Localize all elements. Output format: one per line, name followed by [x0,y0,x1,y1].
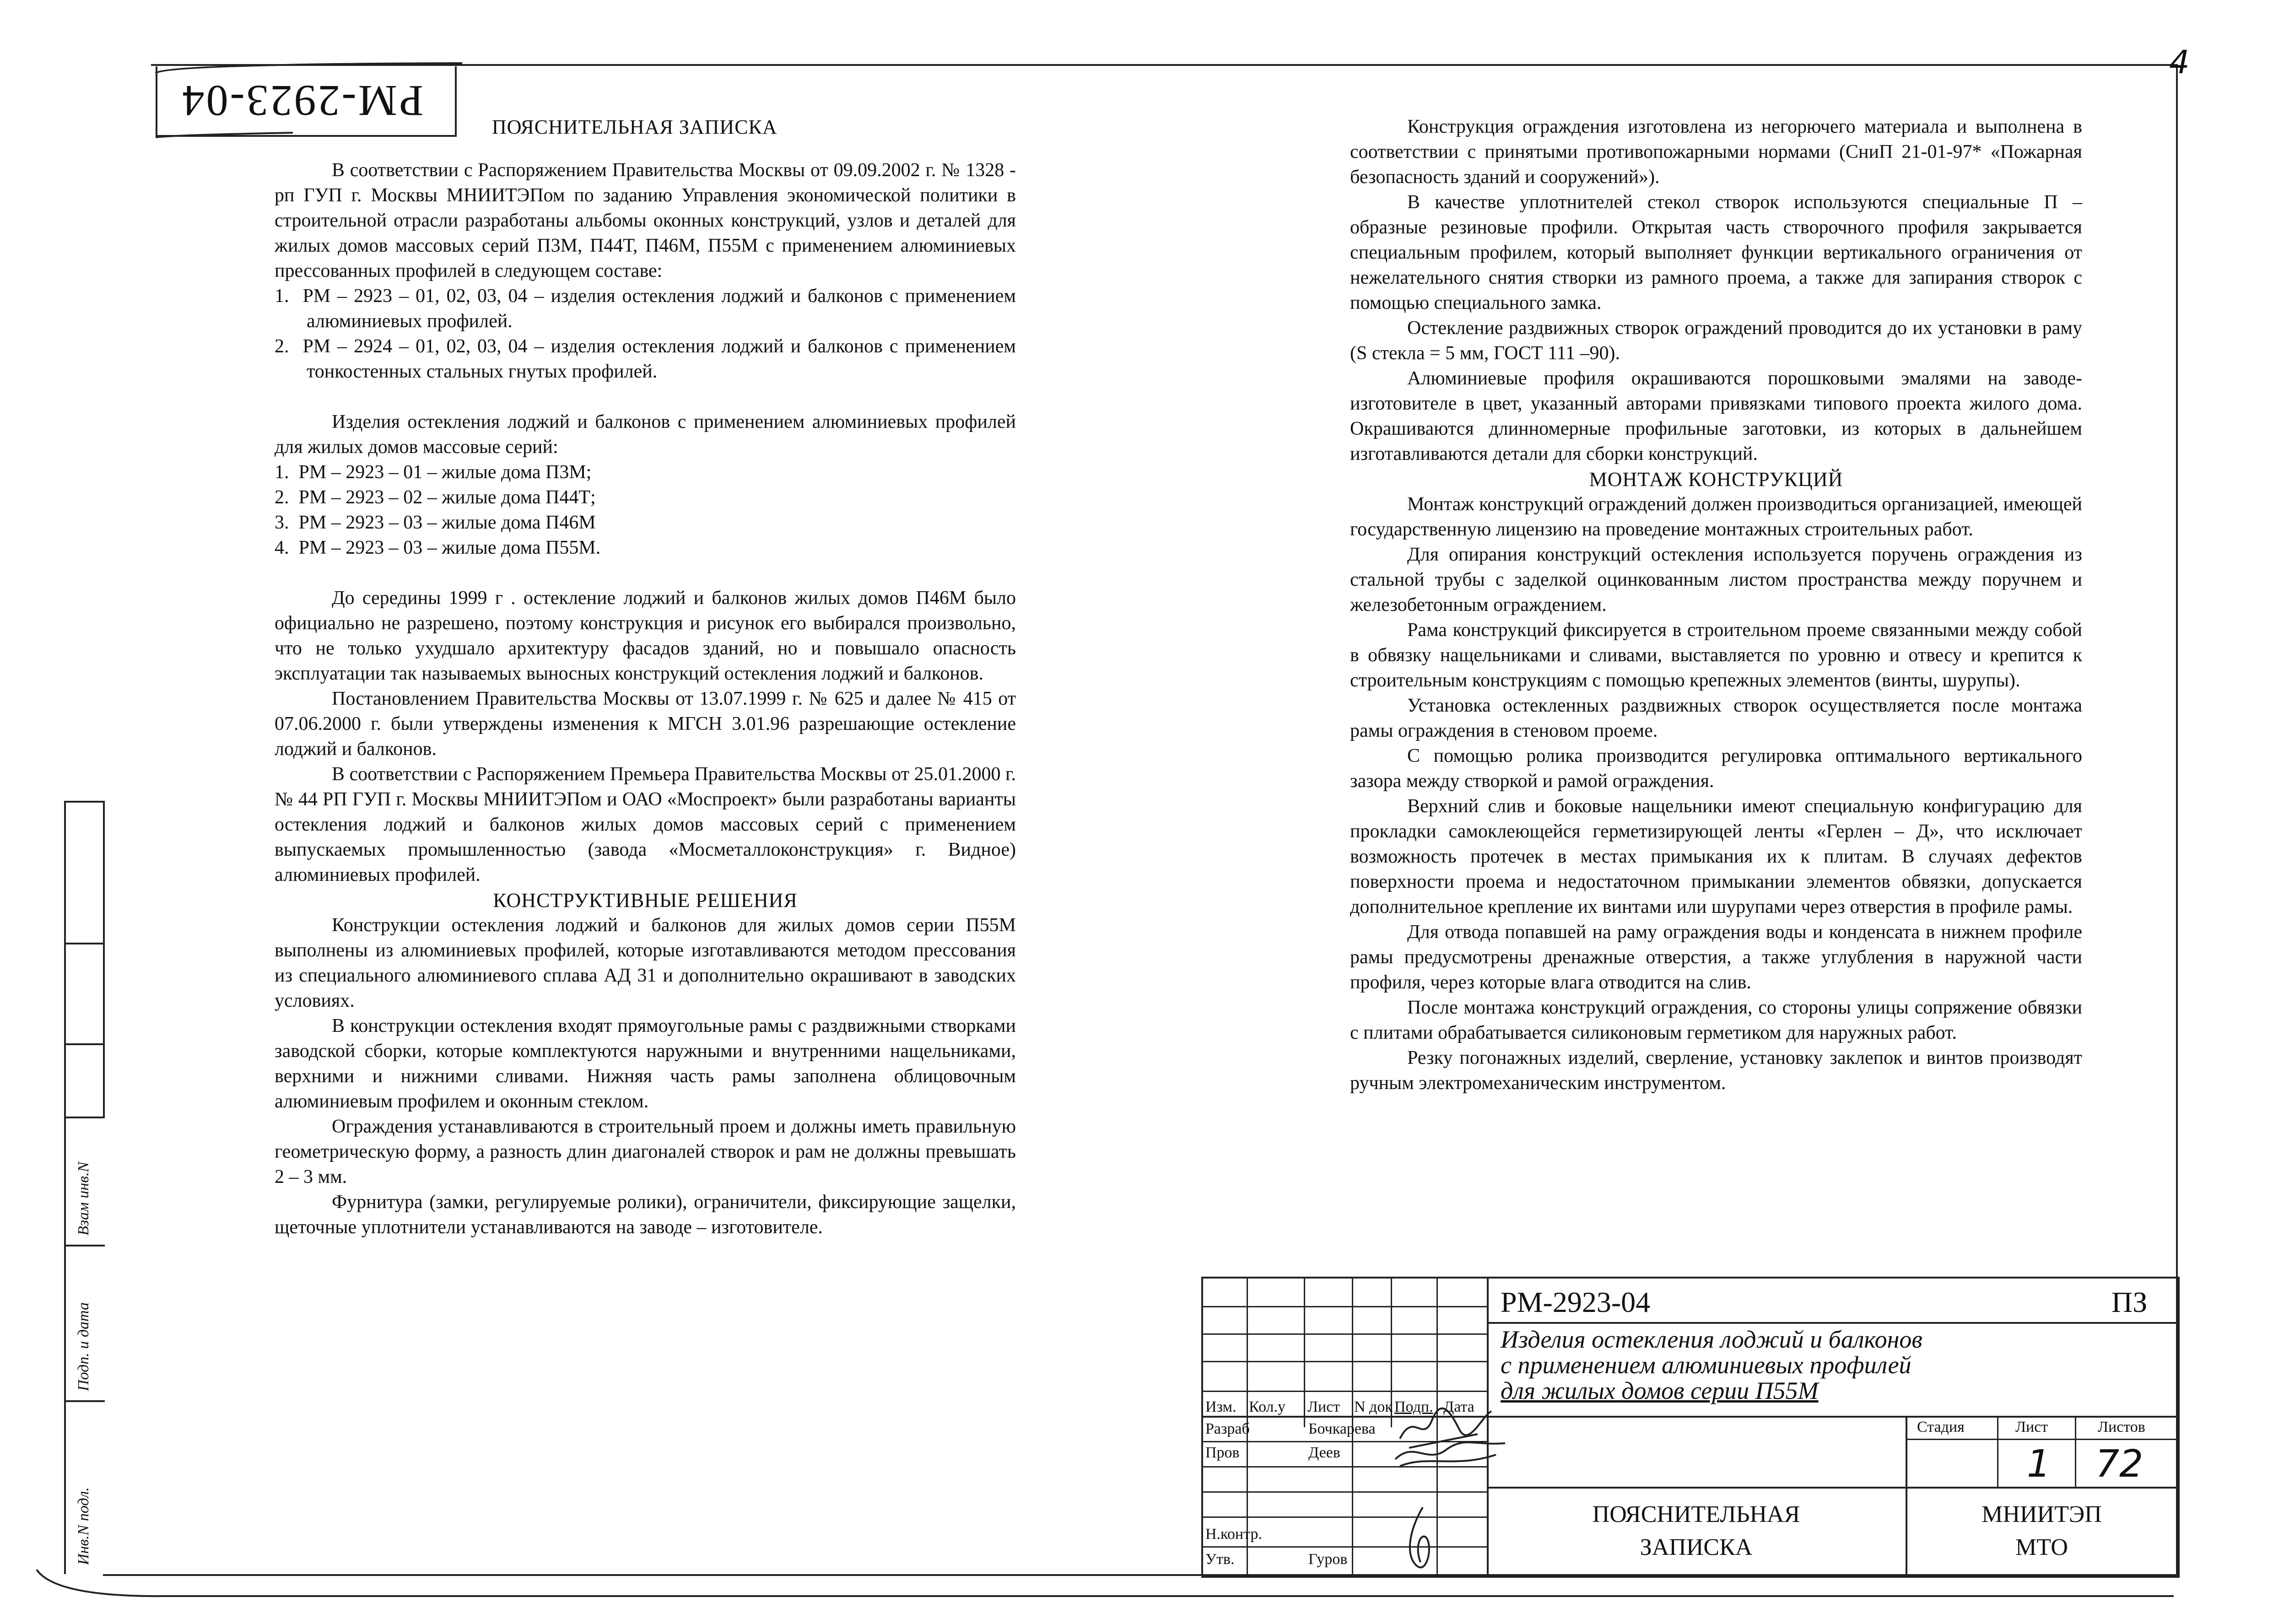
paragraph: Постановлением Правительства Москвы от 13.07.1999 г. № 625 и далее № 415 от 07.06.2000 г. были утверждены изменения к МГСН 3.01.96 разрешающие остекление лоджий и балконов. [275,688,1016,760]
paragraph: Фурнитура (замки, регулируемые ролики), ограничители, фиксирующие защелки, щеточные уплотнители устанавливаются на заводе – изготовителе. [275,1192,1016,1238]
strip-divider [66,1245,105,1246]
role-label: Разраб [1205,1420,1250,1437]
strip-upper-line [64,801,66,1117]
section-title-line: ЗАПИСКА [1640,1534,1753,1560]
intro-paragraph: В соответствии с Распоряжением Правительства Москвы от 09.09.2002 г. № 1328 - рп ГУП г. Москвы МНИИТЭПом по заданию Управления экономической политики в строительной отрасли разработаны альбомы оконных конструкций, узлов и деталей для жилых домов массовых серий П3М, П44Т, П46М, П55М с применением алюминиевых прессованных профилей в следующем составе: [275,160,1016,281]
section-title-line: ПОЯСНИТЕЛЬНАЯ [1592,1501,1800,1527]
section-title [1487,1498,1906,1564]
role-label: Утв. [1205,1551,1235,1568]
col-header: N док [1354,1398,1393,1415]
strip-upper-line [103,801,105,1117]
organization-line: МНИИТЭП [1982,1501,2102,1527]
paragraph: Алюминиевые профиля окрашиваются порошковыми эмалями на заводе-изготовителе в цвет, указанный авторами привязками типового проекта жилого дома. Окрашиваются длинномерные профильные заготовки, из которых в дальнейшем изготавливаются детали для сборки конструкций. [1350,368,2082,464]
title-line: Изделия остекления лоджий и балконов [1501,1326,1922,1353]
section-heading-constructive: КОНСТРУКТИВНЫЕ РЕШЕНИЯ [493,889,798,912]
paragraph: Монтаж конструкций ограждений должен производиться организацией, имеющей государственную лицензию на проведение монтажных строительных работ. [1350,494,2082,540]
strip-divider [64,1043,103,1045]
corner-page-number: 4 [2169,43,2190,81]
list2-item: 1. РМ – 2923 – 01 – жилые дома П3М; [275,462,592,483]
role-name: Бочкарева [1308,1420,1376,1437]
paragraph: Верхний слив и боковые нащельники имеют специальную конфигурацию для прокладки самоклеющейся герметизирующей ленты «Герлен – Д», что исключает возможность протечек в местах примыкания их к плитам. В случаях дефектов поверхности проема и недостаточном примыкании элементов обвязки, допускается дополнительное крепление их винтами или шурупами через отверстия в профиле рамы. [1350,796,2082,917]
paragraph: Для отвода попавшей на раму ограждения воды и конденсата в нижнем профиле рамы предусмотрены дренажные отверстия, а также углубления в наружной части профиля, через которые влага отводится на слив. [1350,922,2082,993]
paragraph: Для опирания конструкций остекления используется поручень ограждения из стальной трубы с заделкой оцинкованным листом пространства между поручнем и железобетонным ограждением. [1350,544,2082,615]
page-title: ПОЯСНИТЕЛЬНАЯ ЗАПИСКА [492,116,778,138]
paragraph: Ограждения устанавливаются в строительный проем и должны иметь правильную геометрическую форму, а разность длин диагоналей створок и рам не должны превышать 2 – 3 мм. [275,1116,1016,1187]
col-header: Изм. [1205,1398,1236,1415]
sheet-number: 1 [2027,1442,2051,1486]
signature-checker [1391,1436,1510,1473]
strip-label-inv-orig: Инв.N подл. [75,1487,92,1565]
organization [1906,1498,2178,1564]
list1-item: 1. РМ – 2923 – 01, 02, 03, 04 – изделия остекления лоджий и балконов с применением алюминиевых профилей. [275,286,1016,332]
title-block-code: РМ-2923-04 [1501,1286,1651,1318]
list2-item: 3. РМ – 2923 – 03 – жилые дома П46М [275,512,596,533]
paragraph: Конструкция ограждения изготовлена из негорючего материала и выполнена в соответствии с принятыми противопожарными нормами (СниП 21-01-97* «Пожарная безопасность зданий и сооружений»). [1350,116,2082,188]
paragraph: С помощью ролика производится регулировка оптимального вертикального зазора между створкой и рамой ограждения. [1350,745,2082,792]
sheets-total-header: Листов [2098,1419,2145,1435]
title-line: для жилых домов серии П55М [1501,1377,1819,1404]
sheet-header: Лист [2015,1419,2048,1435]
strip-label-sign-date: Подп. и дата [75,1302,92,1391]
signature-approver [1400,1503,1441,1576]
role-name: Деев [1308,1444,1340,1461]
paragraph: Установка остекленных раздвижных створок осуществляется после монтажа рамы ограждения в стеновом проеме. [1350,695,2082,741]
paragraph: Изделия остекления лоджий и балконов с применением алюминиевых профилей для жилых домов массовые серий: [275,411,1016,458]
side-strip [64,1117,105,1574]
paragraph: В соответствии с Распоряжением Премьера Правительства Москвы от 25.01.2000 г. № 44 РП ГУП г. Москвы МНИИТЭПом и ОАО «Моспроект» были разработаны варианты остекления лоджий и балконов жилых домов массовых серий с применением выпускаемых промышленностью (завода «Мосметаллоконструкция» г. Видное) алюминиевых профилей. [275,764,1016,885]
paragraph: Рама конструкций фиксируется в строительном проеме связанными между собой в обвязку нащельниками и сливами, выставляется по уровню и отвесу и крепится к строительным конструкциям с помощью крепежных элементов (винты, шурупы). [1350,620,2082,691]
list2-item: 2. РМ – 2923 – 02 – жилые дома П44Т; [275,487,596,508]
list1-item: 2. РМ – 2924 – 01, 02, 03, 04 – изделия остекления лоджий и балконов с применением тонкостенных стальных гнутых профилей. [275,336,1016,382]
paragraph: После монтажа конструкций ограждения, со стороны улицы сопряжение обвязки с плитами обрабатывается силиконовым герметиком для наружных работ. [1350,997,2082,1043]
title-line: с применением алюминиевых профилей [1501,1351,1911,1379]
title-block [1201,1277,2180,1578]
paragraph: До середины 1999 г . остекление лоджий и балконов жилых домов П46М было официально не разрешено, поэтому конструкция и рисунок его выбирался произвольно, что не только ухудшало архитектуру фасадов зданий, но и повышало опасность эксплуатации так называемых выносных конструкций остекления лоджий и балконов. [275,588,1016,684]
role-label: Н.контр. [1205,1526,1262,1543]
strip-divider [66,1400,105,1402]
section-heading-montage: МОНТАЖ КОНСТРУКЦИЙ [1589,468,1843,491]
paragraph: Остекление раздвижных створок ограждений проводится до их установки в раму (S стекла = 5 мм, ГОСТ 111 –90). [1350,318,2082,364]
list2-item: 4. РМ – 2923 – 03 – жилые дома П55М. [275,537,601,558]
organization-line: МТО [2015,1534,2068,1560]
paragraph: Конструкции остекления лоджий и балконов для жилых домов серии П55М выполнены из алюминиевых профилей, которые изготавливаются методом прессования из специального алюминиевого сплава АД 31 и дополнительно окрашивают в заводских условиях. [275,915,1016,1011]
paragraph: В качестве уплотнителей стекол створок используются специальные П – образные резиновые профили. Открытая часть створочного профиля закрывается специальным профилем, который выполняет функции вертикального ограничения от нежелательного снятия створки из рамного проема, а также для запирания створок с помощью специального замка. [1350,192,2082,313]
paragraph: Резку погонажных изделий, сверление, установку заклепок и винтов производят ручным электромеханическим инструментом. [1350,1047,2082,1094]
role-name: Гуров [1308,1551,1348,1568]
col-header: Лист [1307,1398,1340,1415]
strip-divider [64,943,103,944]
right-column [1350,114,2082,1096]
col-header: Кол.у [1249,1398,1286,1415]
title-block-doc-type: ПЗ [2111,1286,2148,1318]
title-block-title [1501,1327,1922,1403]
doc-code-rotated: РМ-2923-04 [180,76,424,125]
left-column [275,114,1016,1240]
role-label: Пров [1205,1444,1240,1461]
strip-divider [64,801,103,803]
stage-header: Стадия [1917,1419,1965,1435]
paragraph: В конструкции остекления входят прямоугольные рамы с раздвижными створками заводской сборки, которые комплектуются наружными и внутренними нащельниками, верхними и нижними сливами. Нижняя часть рамы заполнена облицовочным алюминиевым профилем и оконным стеклом. [275,1015,1016,1112]
col-header: Подп. [1394,1398,1433,1415]
strip-label-replace-inv: Взам инв.N [75,1161,92,1236]
sheets-total: 72 [2095,1442,2144,1486]
col-header: Дата [1443,1398,1474,1415]
strip-divider [66,1117,105,1118]
